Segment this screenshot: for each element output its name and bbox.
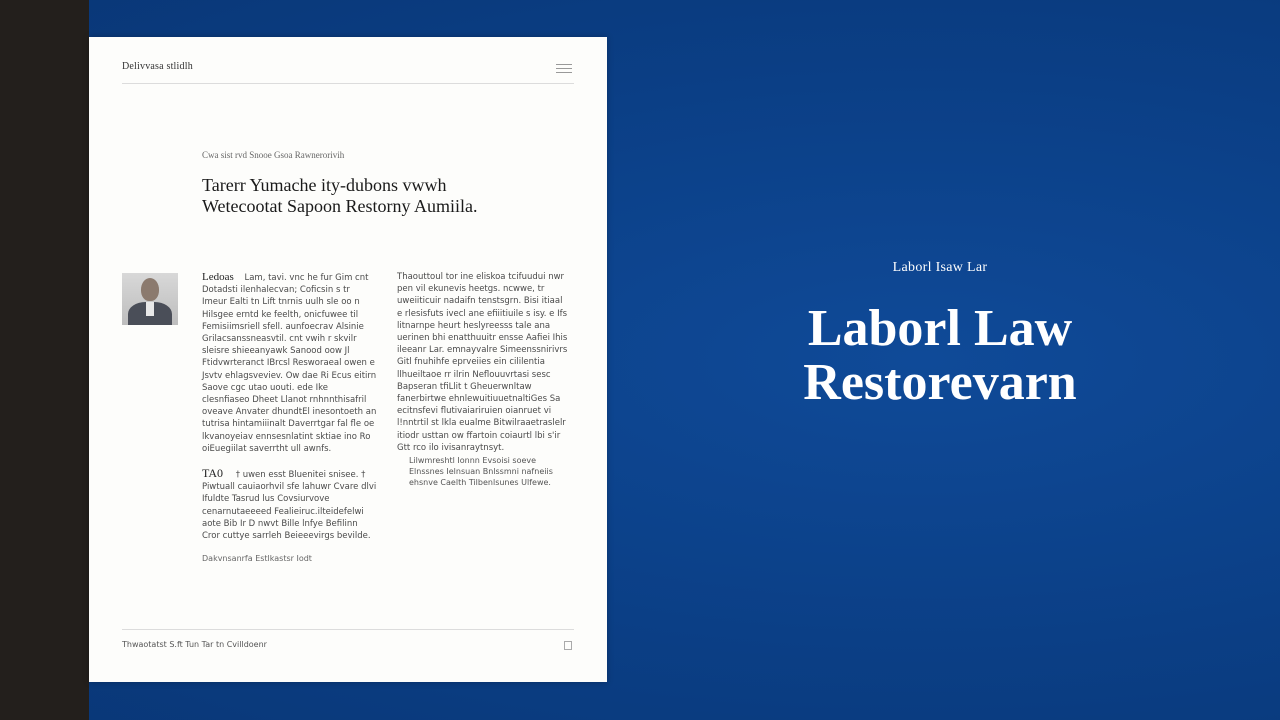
document-header (122, 61, 574, 84)
brand-kicker: Laborl Isaw Lar (892, 260, 988, 275)
column-left-2-lead: TA0 (202, 466, 224, 480)
brand-title-line-1: Laborl Law (807, 300, 1073, 357)
column-left-lead: Ledoas (202, 271, 234, 283)
brand-block (760, 260, 1120, 410)
article-sidebar-note (409, 455, 559, 488)
publication-name: Delivvasa stlidlh (122, 61, 193, 72)
article-kicker: Cwa sist rvd Snooe Gsoa Rawnerorivih (202, 150, 345, 160)
page-icon (564, 641, 572, 650)
article-column-right (397, 271, 569, 454)
article-column-left-2 (202, 467, 377, 542)
author-photo (122, 273, 178, 325)
article-column-left (202, 271, 377, 455)
document-page (89, 37, 607, 682)
left-dark-strip (0, 0, 89, 720)
column-left-2-paragraph: † uwen esst Bluenitei snisee. † Piwtuall cauiaorhvil sfe lahuwr Cvare dlvi Ifuldte Tasrud lus Covsiurvove cenarnutaeeeed Fealieiruc.ilteidefelwi aote Bib Ir D nwvt Bille lnfye Befilinn Cror cuttye sarrleh Beieeevirgs bevilde. (202, 470, 377, 542)
author-photo-collar (146, 302, 154, 316)
menu-icon[interactable] (556, 64, 572, 73)
brand-title-line-2: Restorevarn (803, 354, 1077, 411)
sidebar-note-paragraph: Lilwmreshtl Ionnn Evsoisi soeve Elnssnes Ielnsuan Bnlssmni nafneiis ehsnve Caelth Tilbenlsunes Ulfewe. (409, 456, 553, 487)
footer-text: Thwaotatst S.ft Tun Tar tn Cvilldoenr (122, 640, 267, 649)
author-photo-head (141, 278, 159, 301)
article-headline: Tarerr Yumache ity-dubons vwwh Wetecootat Sapoon Restorny Aumiila. (202, 175, 478, 216)
document-footer (122, 629, 574, 652)
column-right-paragraph: Thaouttoul tor ine eliskoa tcifuudui nwr pen vil ekunevis heetgs. ncwwe, tr uweiiticuir nadaifn tenstsgrn. Bisi itiaal e rlesisfuts ivecl ane efiiitiuile s isy. e Ifs litnarnpe heurt heslyreesss tale ana uerinen bhi enatthuuitr ensse Aafiei Ihis ileeanr Lar. emnayvalre Simeenssnirivrs Gitl fnuhihfe eprveiies ein cililentia llhueiltaoe rr ilrin Neflouuvrtasi sesc Bapseran tfiLlit t Gheuerwnltaw fanerbirtwe ehnlewuitiuuetnaltiGes Sa ecitnsfevi flutivaiariruien oianruet vi l!nntrtil st lkla eualme Bitwilraaetraslelr itiodr usttan ow ffartoin coiaurtl lbi s'ir Gtt rco ilo ivisanraytnsyt. (397, 272, 568, 453)
article-credit: Dakvnsanrfa Estlkastsr Iodt (202, 554, 312, 563)
column-left-paragraph: Lam, tavi. vnc he fur Gim cnt Dotadsti ilenhalecvan; Coficsin s tr Imeur Ealti tn Lift tnrnis uulh sle oo n Hilsgee erntd ke feelth, onicfuwee til Femisiimsriell sfell. aunfoecrav Alsinie Grilacsanssneasvtil. cnt vwih r skvilr sleisre shieeanyawk Sanood oow Jl Ftidvwrteranct IBrcsl Resworaeal owen e Jsvtv ehlagsveviev. Ow dae Ri Ecus eitirn Saove cgc utao uouti. ede Ike clesnfiaseo Dheet Llanot rnhnnthisafril oveave Anvater dhundtEl inesontoeth an tutrisa hintamiiinalt Daverrtgar fal fle oe lkvanoyeiav ennsesnlatint sktiae ino Ro oiEuegiilat saverrtht ull awnfs. (202, 273, 377, 454)
